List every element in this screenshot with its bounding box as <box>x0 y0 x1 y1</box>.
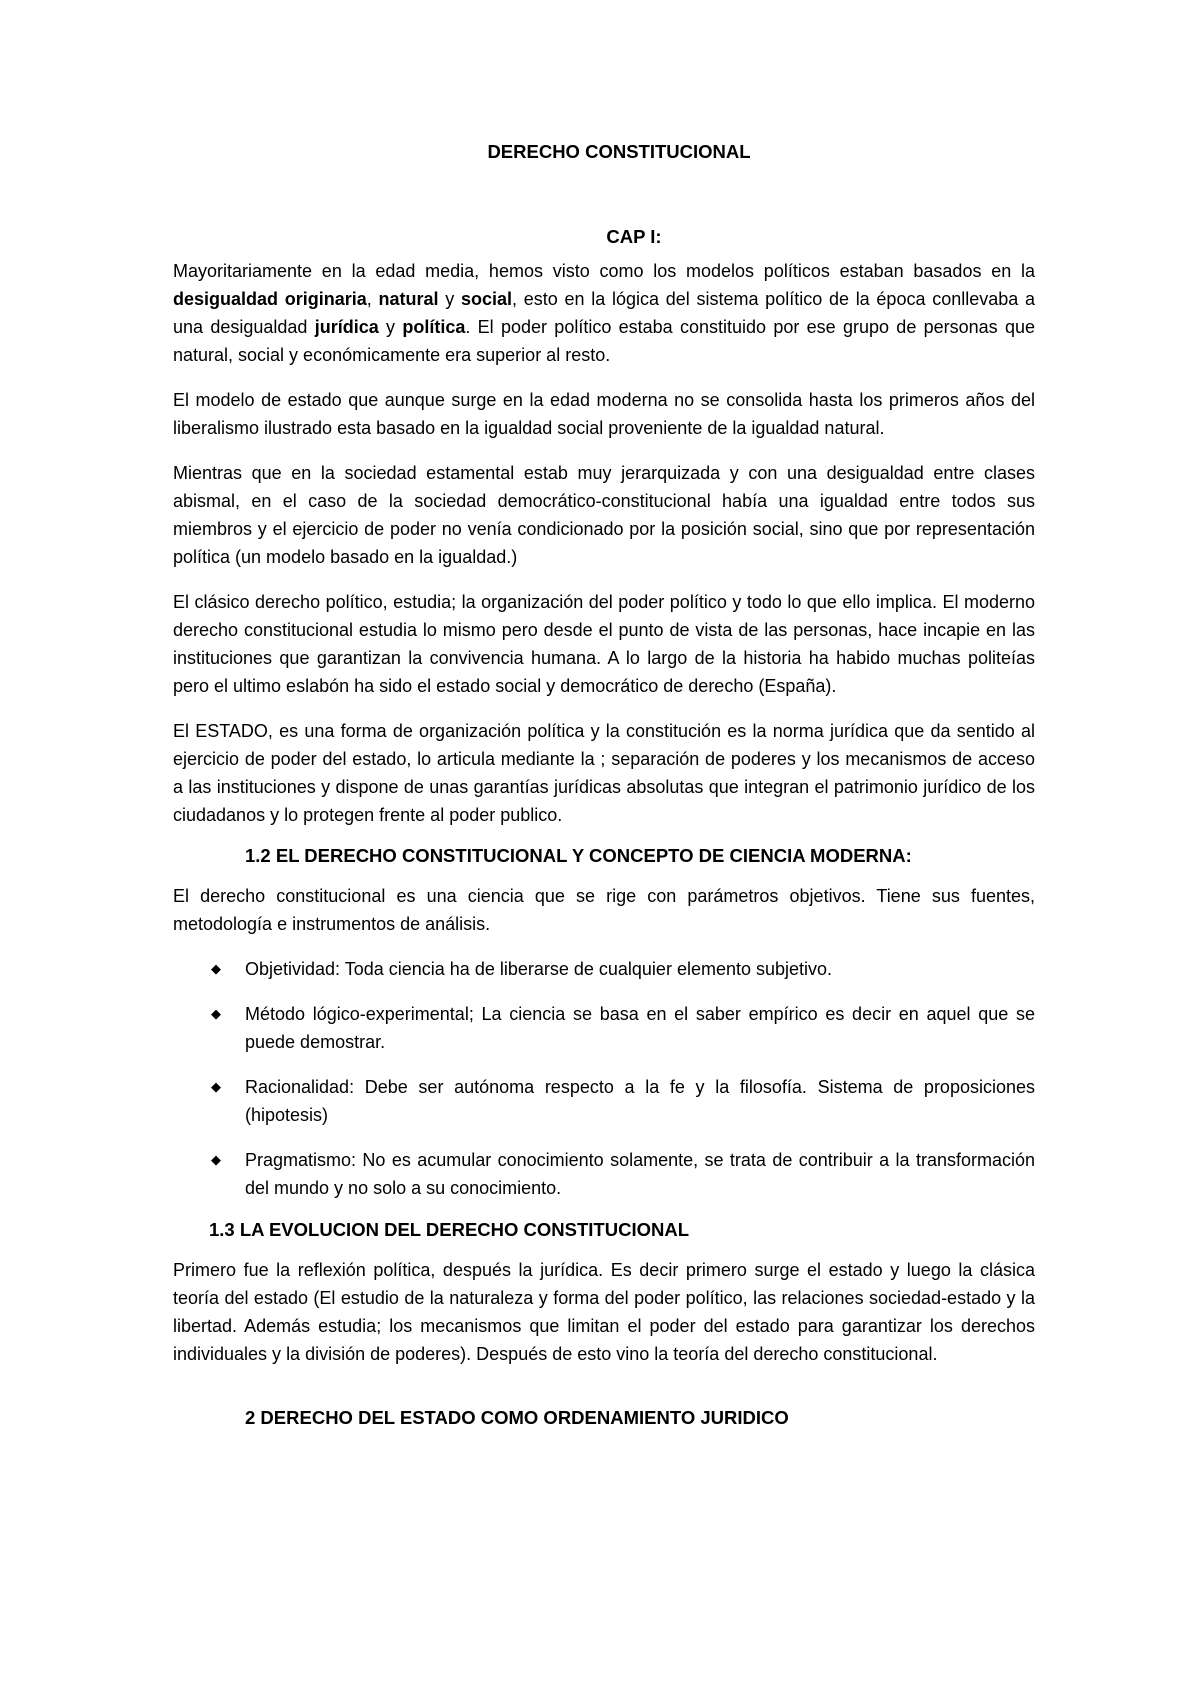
paragraph-text: , <box>366 289 379 309</box>
list-item <box>173 1146 1035 1202</box>
paragraph-text: y <box>438 289 461 309</box>
diamond-bullet-icon: ◆ <box>211 961 221 976</box>
chapter-title: CAP I: <box>606 226 662 247</box>
list-item-text: Método lógico-experimental; La ciencia se basa en el saber empírico es decir en aquel que se puede demostrar. <box>245 1004 1035 1052</box>
bullet-list <box>173 955 1035 1202</box>
list-item-text: Racionalidad: Debe ser autónoma respecto a la fe y la filosofía. Sistema de proposiciones (hipotesis) <box>245 1077 1035 1125</box>
diamond-bullet-icon: ◆ <box>211 1006 221 1021</box>
paragraph-evolution: Primero fue la reflexión política, después la jurídica. Es decir primero surge el estado y luego la clásica teoría del estado (El estudio de la naturaleza y forma del poder político, las relaciones sociedad-estado y la libertad. Además estudia; los mecanismos que limitan el poder del estado para garantizar los derechos individuales y la división de poderes). Después de esto vino la teoría del derecho constitucional. <box>173 1260 1035 1364</box>
diamond-bullet-icon: ◆ <box>211 1152 221 1167</box>
paragraph-intro <box>173 257 1035 369</box>
paragraph-text: . El poder político estaba constituido por ese grupo de personas que natural, social y económicamente era superior al resto. <box>173 317 1035 365</box>
list-item-text: Objetividad: Toda ciencia ha de liberarse de cualquier elemento subjetivo. <box>245 959 833 979</box>
list-item <box>173 1000 1035 1056</box>
section-heading-1-3: 1.3 LA EVOLUCION DEL DERECHO CONSTITUCIONAL <box>209 1219 690 1240</box>
bold-term: social <box>460 289 512 309</box>
paragraph-estamental-society: Mientras que en la sociedad estamental estab muy jerarquizada y con una desigualdad entre clases abismal, en el caso de la sociedad democrático-constitucional había una igualdad entre todos sus miembros y el ejercicio de poder no venía condicionado por la posición social, sino que por representación política (un modelo basado en la igualdad.) <box>173 463 1035 567</box>
bold-term: política <box>402 317 466 337</box>
document-page <box>173 138 1035 1444</box>
paragraph-text: , esto en la lógica del sistema político de la época conllevaba a una desigualdad <box>173 289 1035 337</box>
document-title: DERECHO CONSTITUCIONAL <box>487 141 751 162</box>
paragraph-text: y <box>378 317 403 337</box>
paragraph-science: El derecho constitucional es una ciencia que se rige con parámetros objetivos. Tiene sus fuentes, metodología e instrumentos de análisis. <box>173 886 1035 934</box>
paragraph-estado: El ESTADO, es una forma de organización política y la constitución es la norma jurídica que da sentido al ejercicio de poder del estado, lo articula mediante la ; separación de poderes y los mecanismos de acceso a las instituciones y dispone de unas garantías jurídicas absolutas que integran el patrimonio jurídico de los ciudadanos y lo protegen frente al poder publico. <box>173 721 1035 825</box>
bold-term: desigualdad originaria <box>173 289 367 309</box>
section-heading-1-2: 1.2 EL DERECHO CONSTITUCIONAL Y CONCEPTO DE CIENCIA MODERNA: <box>245 845 912 866</box>
list-item-text: Pragmatismo: No es acumular conocimiento solamente, se trata de contribuir a la transformación del mundo y no solo a su conocimiento. <box>245 1150 1035 1198</box>
bold-term: natural <box>378 289 439 309</box>
paragraph-text: Mayoritariamente en la edad media, hemos visto como los modelos políticos estaban basados en la <box>173 261 1035 281</box>
section-heading-2: 2 DERECHO DEL ESTADO COMO ORDENAMIENTO JURIDICO <box>245 1407 789 1428</box>
paragraph-modern-state: El modelo de estado que aunque surge en la edad moderna no se consolida hasta los primeros años del liberalismo ilustrado esta basado en la igualdad social proveniente de la igualdad natural. <box>173 390 1035 438</box>
list-item <box>173 955 1035 983</box>
list-item <box>173 1073 1035 1129</box>
paragraph-classic-law: El clásico derecho político, estudia; la organización del poder político y todo lo que ello implica. El moderno derecho constitucional estudia lo mismo pero desde el punto de vista de las personas, hace incapie en las instituciones que garantizan la convivencia humana. A lo largo de la historia ha habido muchas politeías pero el ultimo eslabón ha sido el estado social y democrático de derecho (España). <box>173 592 1035 696</box>
diamond-bullet-icon: ◆ <box>211 1079 221 1094</box>
bold-term: jurídica <box>314 317 379 337</box>
